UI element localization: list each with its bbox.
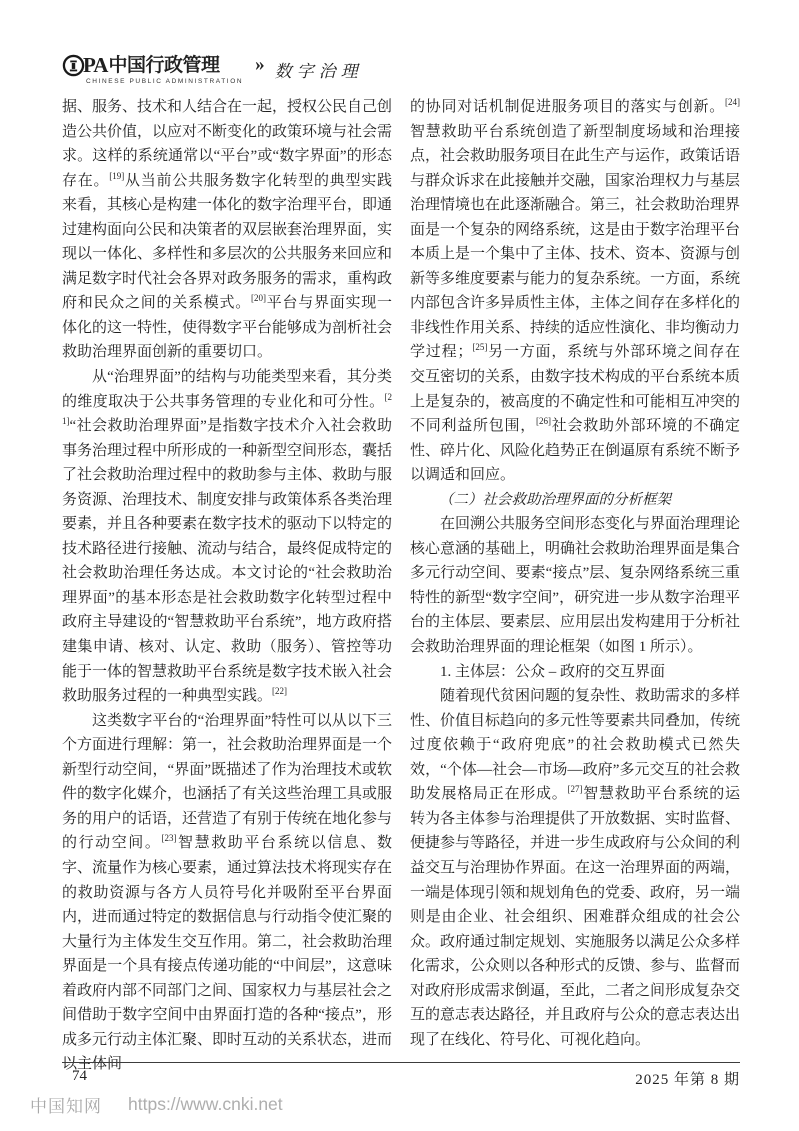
logo-journal-name: 中国行政管理 <box>108 55 220 76</box>
heading-kai: （二）社会救助治理界面的分析框架 <box>439 491 671 508</box>
citation-ref: [20] <box>250 293 266 304</box>
page-number: 74 <box>72 1068 87 1084</box>
citation-ref: [22] <box>272 686 288 697</box>
paragraph: 的协同对话机制促进服务项目的落实与创新。[24]智慧救助平台系统创造了新型制度场域和治理接点，社会救助服务项目在此生产与运作，政策话语与群众诉求在此接触并交融，国家治理权力与基层治理情境也在此逐渐融合。第三，社会救助治理界面是一个复杂的网络系统，这是由于数字治理平台本质上是一个集中了主体、技术、资本、资源与创新等多维度要素与能力的复杂系统。一方面，系统内部包含许多异质性主体，主体之间存在多样化的非线性作用关系、持续的适应性演化、非均衡动力学过程；[25]另一方面，系统与外部环境之间存在交互密切的关系，由数字技术构成的平台系统本质上是复杂的，被高度的不确定性和可能相互冲突的不同利益所包围，[26]社会救助外部环境的不确定性、碎片化、风险化趋势正在倒逼原有系统不断予以调适和回应。 <box>410 97 741 484</box>
subheading: 1. 主体层：公众 – 政府的交互界面 <box>440 663 666 680</box>
journal-header <box>62 54 740 98</box>
paragraph: 从“治理界面”的结构与功能类型来看，其分类的维度取决于公共事务管理的专业化和可分性。[21]“社会救助治理界面”是指数字技术介入社会救助事务治理过程中所形成的一种新型空间形态，囊括了社会救助治理过程中的救助参与主体、救助与服务资源、治理技术、制度安排与政策体系各类治理要素，并且各种要素在数字技术的驱动下以特定的技术路径进行接触、流动与结合，最终促成特定的社会救助治理任务达成。本文讨论的“社会救助治理界面”的基本形态是社会救助数字化转型过程中政府主导建设的“智慧救助平台系统”，地方政府搭建集申请、核对、认定、救助（服务）、管控等功能于一体的智慧救助平台系统是数字技术嵌入社会救助服务过程的一种典型实践。[22] <box>62 369 393 705</box>
article-body <box>62 95 740 1077</box>
paragraph: 这类数字平台的“治理界面”特性可以从以下三个方面进行理解：第一，社会救助治理界面是一个新型行动空间，“界面”既描述了作为治理技术或软件的数字化媒介，也涵括了有关这些治理工具或服务的用户的话语，还营造了有别于传统在地化参与的行动空间。[23]智慧救助平台系统以信息、数字、流量作为核心要素，通过算法技术将现实存在的救助资源与各方人员符号化并吸附至平台界面内，进而通过特定的数据信息与行动指令使汇聚的大量行为主体发生交互作用。第二，社会救助治理界面是一个具有接点传递功能的“中间层”，这意味着政府内部不同部门之间、国家权力与基层社会之间借助于数字空间中由界面打造的各种“接点”，形成多元行动主体汇聚、即时互动的关系状态，进而以主体间 <box>62 712 393 1073</box>
citation-ref: [26] <box>536 416 551 427</box>
citation-ref: [19] <box>109 170 125 181</box>
footer-divider <box>62 1062 740 1063</box>
logo-cpa-letters: PA <box>83 53 108 77</box>
citation-ref: [25] <box>472 342 488 353</box>
cpa-emblem-icon <box>62 54 85 77</box>
text-column-right <box>410 95 740 1077</box>
section-chevrons-icon: » <box>255 54 265 75</box>
logo-journal-name-english: CHINESE PUBLIC ADMINISTRATION <box>86 78 244 85</box>
watermark-site-name: 中国知网 <box>30 1097 102 1116</box>
watermark-url: https://www.cnki.net <box>128 1094 283 1114</box>
text-column-left <box>62 95 392 1077</box>
citation-ref: [23] <box>161 833 177 844</box>
cnki-watermark <box>30 1092 283 1117</box>
issue-label: 2025 年第 8 期 <box>635 1072 740 1088</box>
citation-ref: [27] <box>567 784 583 795</box>
journal-logo <box>62 54 243 86</box>
citation-ref: [24] <box>725 97 740 107</box>
paragraph: 在回溯公共服务空间形态变化与界面治理理论核心意涵的基础上，明确社会救助治理界面是集合多元行动空间、要素“接点”层、复杂网络系统三重特性的新型“数字空间”，研究进一步从数字治理平台的主体层、要素层、应用层出发构建用于分析社会救助治理界面的理论框架（如图 1 所示）。 <box>410 516 741 656</box>
paragraph: 随着现代贫困问题的复杂性、救助需求的多样性、价值目标趋向的多元性等要素共同叠加，传统过度依赖于“政府兜底”的社会救助模式已然失效，“个体—社会—市场—政府”多元交互的社会救助发展格局正在形成。[27]智慧救助平台系统的运转为各主体参与治理提供了开放数据、实时监督、便捷参与等路径，并进一步生成政府与公众间的利益交互与治理协作界面。在这一治理界面的两端，一端是体现引领和规划角色的党委、政府，另一端则是由企业、社会组织、困难群众组成的社会公众。政府通过制定规划、实施服务以满足公众多样化需求，公众则以各种形式的反馈、参与、监督而对政府形成需求倒逼，至此，二者之间形成复杂交互的意志表达路径，并且政府与公众的意志表达出现了在线化、符号化、可视化趋向。 <box>410 688 741 1048</box>
section-label: 数字治理 <box>274 62 363 81</box>
citation-ref: [21] <box>62 391 392 427</box>
paragraph: 据、服务、技术和人结合在一起，授权公民自己创造公共价值，以应对不断变化的政策环境与社会需求。这样的系统通常以“平台”或“数字界面”的形态存在。[19]从当前公共服务数字化转型的典型实践来看，其核心是构建一体化的数字治理平台，即通过建构面向公民和决策者的双层嵌套治理界面，实现以一体化、多样性和多层次的公共服务来回应和满足数字时代社会各界对政务服务的需求，重构政府和民众之间的关系模式。[20]平台与界面实现一体化的这一特性，使得数字平台能够成为剖析社会救助治理界面创新的重要切口。 <box>62 99 393 361</box>
